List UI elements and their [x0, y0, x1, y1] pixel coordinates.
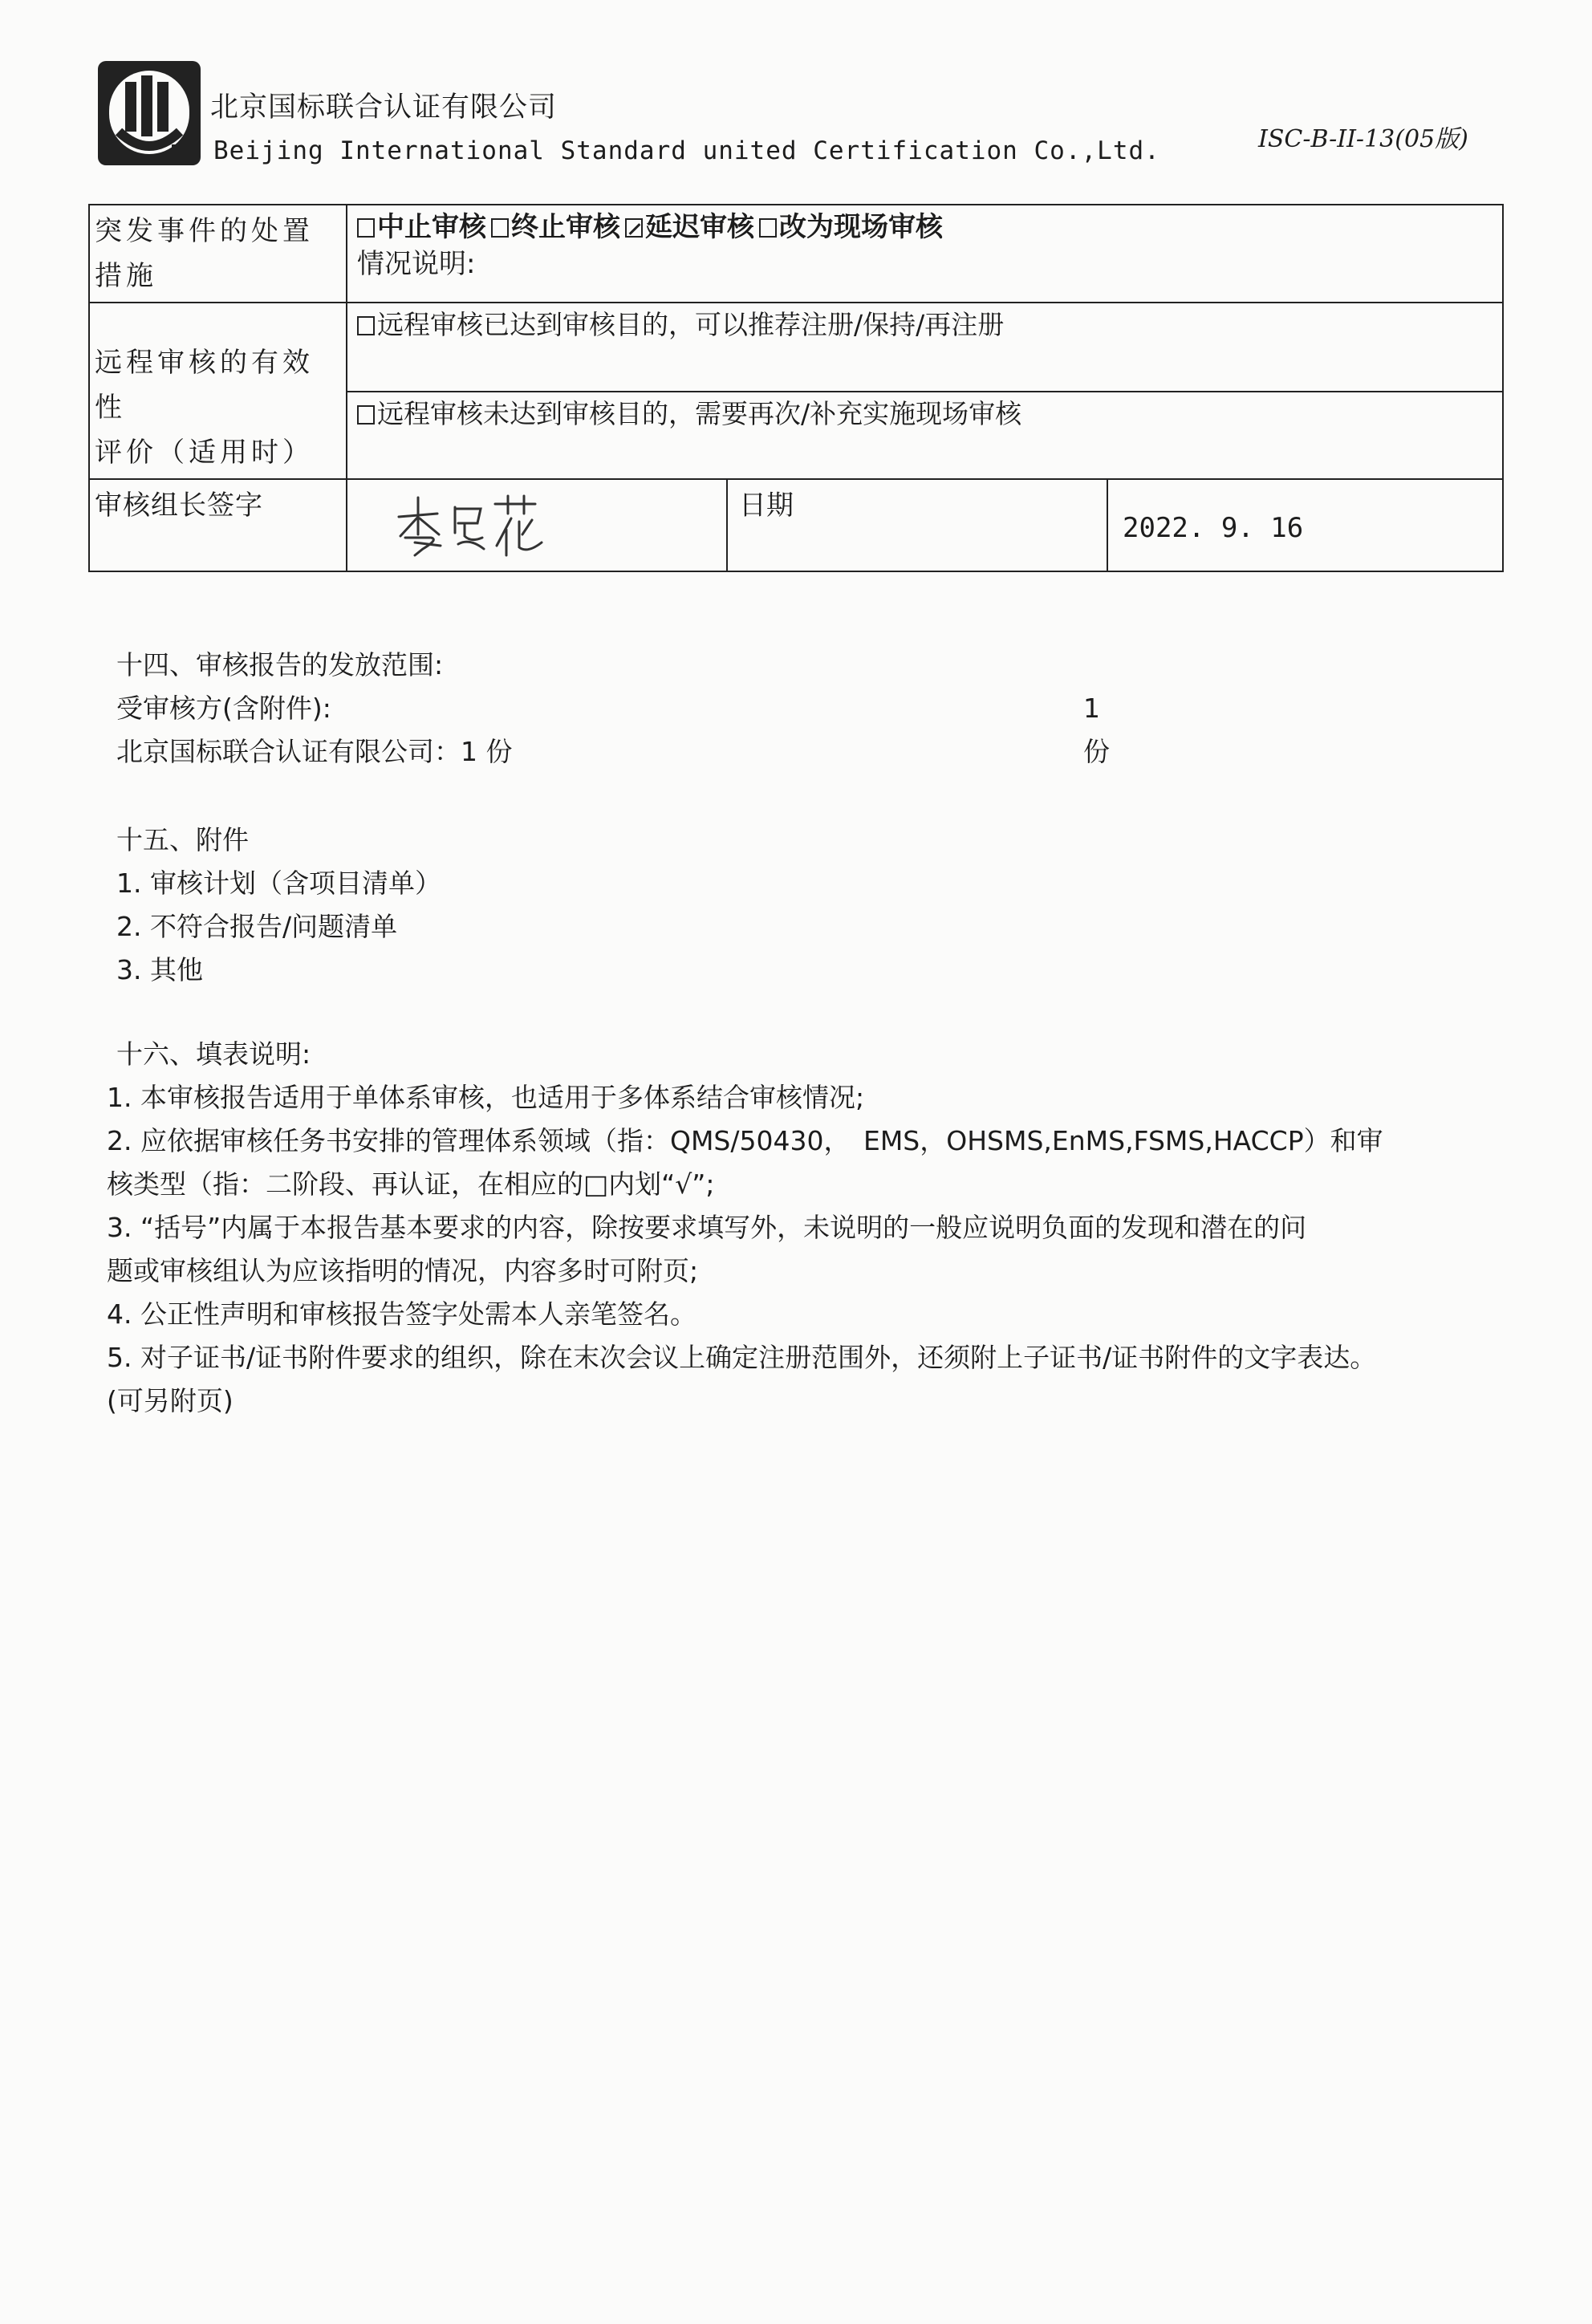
checkbox-eval-not-achieved[interactable] [357, 405, 375, 425]
document-code: ISC-B-II-13(05版) [1258, 125, 1468, 153]
checkbox-delay[interactable] [625, 218, 643, 238]
instruction-line: 题或审核组认为应该指明的情况，内容多时可附页; [107, 1255, 699, 1286]
option-suspend-label: 中止审核 [377, 211, 486, 243]
checkbox-suspend[interactable] [357, 218, 375, 238]
date-value-cell [1107, 479, 1503, 571]
situation-label: 情况说明: [357, 248, 476, 280]
option-onsite-label: 改为现场审核 [779, 211, 943, 243]
instruction-line: 1. 本审核报告适用于单体系审核，也适用于多体系结合审核情况; [107, 1082, 865, 1113]
instruction-line: 2. 应依据审核任务书安排的管理体系领域（指：QMS/50430， EMS，OHSMS,EnMS,FSMS,HACCP）和审 [107, 1125, 1383, 1156]
checkbox-onsite[interactable] [759, 218, 777, 238]
auditee-copies: 1 份 [1083, 693, 1110, 767]
checkbox-eval-achieved[interactable] [357, 316, 375, 335]
audit-form-table [88, 204, 1504, 572]
date-label-cell [727, 479, 1107, 571]
company-copies-line: 北京国标联合认证有限公司：1 份 [116, 736, 513, 767]
eval-option-1-cell [347, 303, 1503, 392]
measures-label-cell [89, 205, 347, 303]
eval-option-2: 远程审核未达到审核目的，需要再次/补充实施现场审核 [377, 398, 1022, 429]
eval-label-line1: 远程审核的有效性 [95, 347, 314, 424]
checkbox-terminate[interactable] [491, 218, 509, 238]
date-label: 日期 [739, 490, 794, 522]
eval-label-line2: 评价（适用时） [95, 437, 314, 469]
option-delay-label: 延迟审核 [645, 211, 754, 243]
company-name-en: Beijing International Standard united Certification Co.,Ltd. [213, 136, 1160, 165]
signature-cell [347, 479, 727, 571]
attachment-item: 2. 不符合报告/问题清单 [116, 911, 398, 942]
measures-options [352, 209, 1497, 246]
instruction-line: (可另附页) [107, 1385, 234, 1416]
option-terminate-label: 终止审核 [511, 211, 620, 243]
attachment-item: 3. 其他 [116, 954, 203, 985]
instruction-line: 3. “括号”内属于本报告基本要求的内容，除按要求填写外，未说明的一般应说明负面的发现和潜在的问 [107, 1212, 1307, 1243]
section-16 [107, 1033, 1495, 1423]
section-14 [116, 644, 1110, 774]
eval-option-1: 远程审核已达到审核目的，可以推荐注册/保持/再注册 [377, 309, 1005, 340]
instruction-line: 4. 公正性声明和审核报告签字处需本人亲笔签名。 [107, 1298, 696, 1330]
section-15-title: 十五、附件 [116, 824, 249, 855]
eval-label-cell [89, 303, 347, 479]
instruction-line: 5. 对子证书/证书附件要求的组织，除在末次会议上确定注册范围外，还须附上子证书/证书附件的文字表达。 [107, 1342, 1377, 1373]
leader-sign-label-cell [89, 479, 347, 571]
company-name-cn: 北京国标联合认证有限公司 [210, 91, 558, 124]
instruction-line: 核类型（指：二阶段、再认证，在相应的□内划“√”; [107, 1168, 715, 1200]
isc-logo-icon [95, 58, 204, 169]
date-value: 2022. 9. 16 [1123, 512, 1304, 544]
handwritten-signature [391, 486, 551, 560]
section-16-title: 十六、填表说明: [116, 1038, 311, 1070]
section-14-title: 十四、审核报告的发放范围: [116, 649, 444, 681]
measures-label: 突发事件的处置措施 [95, 215, 314, 292]
section-15 [116, 819, 441, 992]
eval-option-2-cell [347, 392, 1503, 479]
leader-sign-label: 审核组长签字 [95, 490, 263, 522]
attachment-item: 1. 审核计划（含项目清单） [116, 867, 441, 899]
measures-options-cell [347, 205, 1503, 303]
auditee-label: 受审核方(含附件): [116, 693, 331, 724]
